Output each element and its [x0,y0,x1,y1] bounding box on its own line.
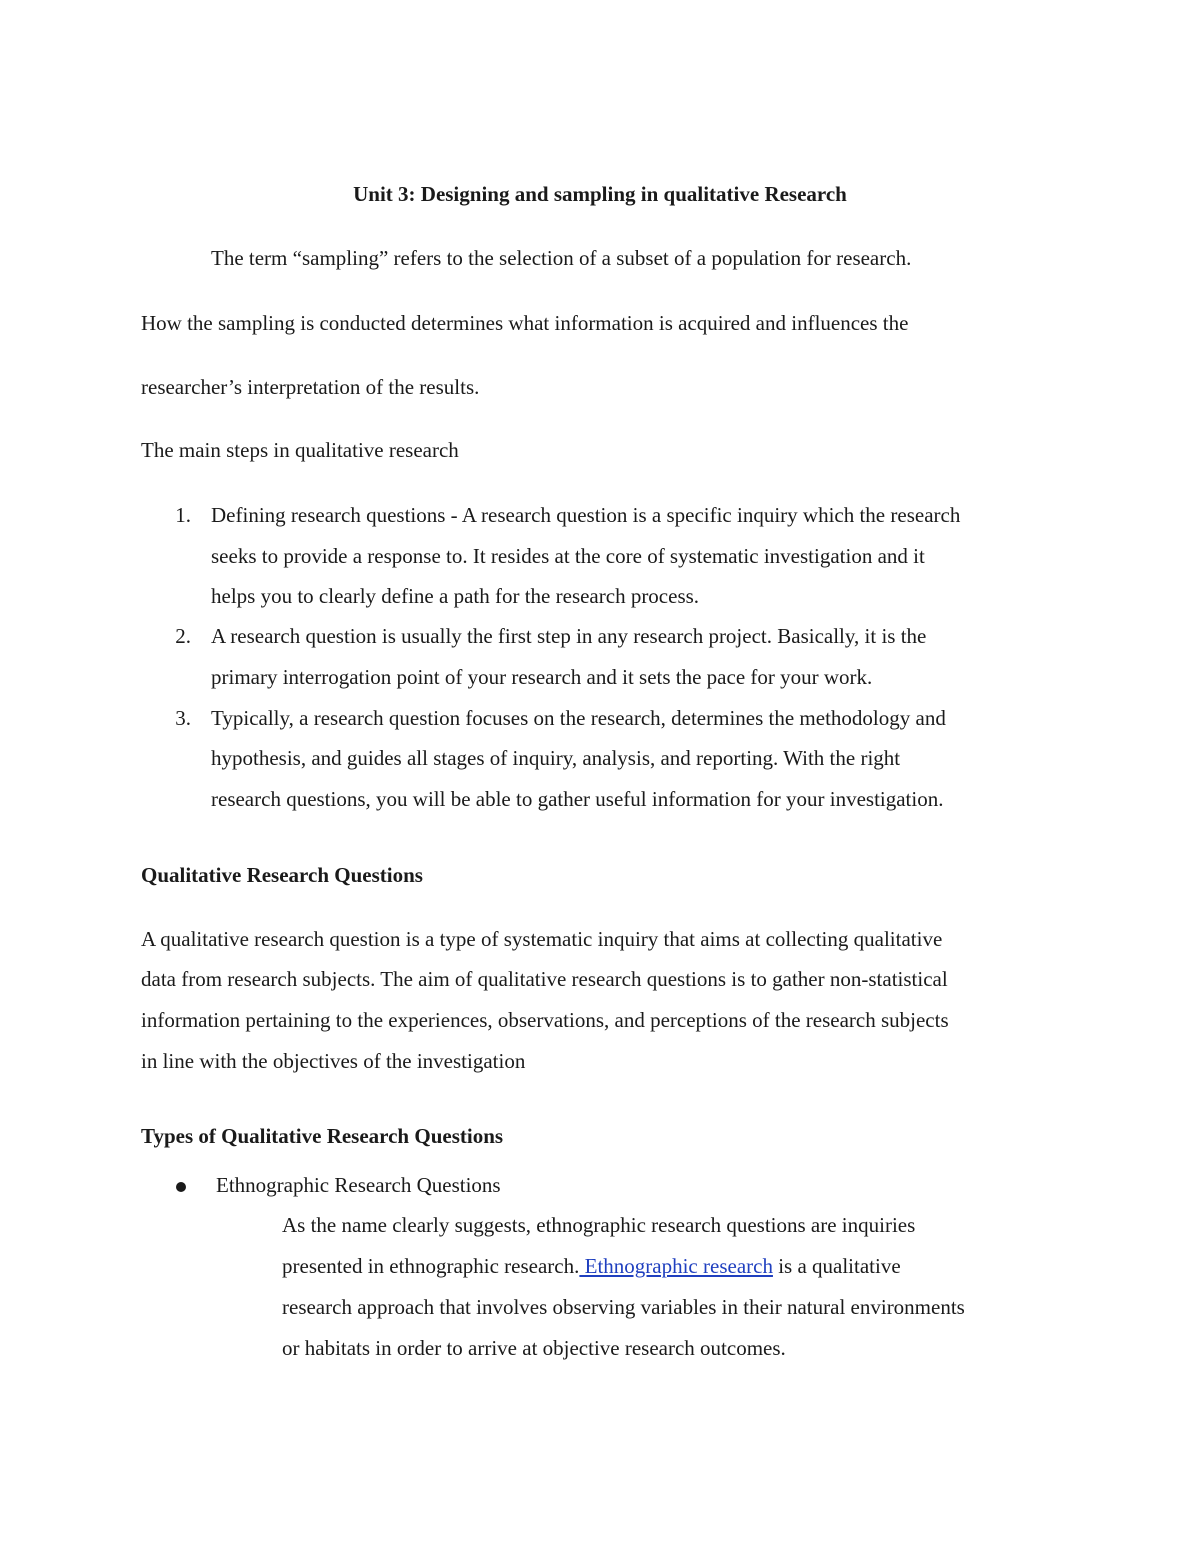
section-heading-types: Types of Qualitative Research Questions [141,1124,504,1148]
list-item-line: hypothesis, and guides all stages of inquiry, analysis, and reporting. With the right [211,746,901,770]
bullet-desc-line: or habitats in order to arrive at objective research outcomes. [282,1336,786,1360]
page-title: Unit 3: Designing and sampling in qualitative Research [353,182,847,206]
intro-line-1: The term “sampling” refers to the selection of a subset of a population for research. [211,246,912,270]
list-number: 1. [175,503,191,527]
list-item-line: A research question is usually the first step in any research project. Basically, it is the [211,624,927,648]
paragraph-line: data from research subjects. The aim of qualitative research questions is to gather non-statistical [141,967,948,991]
bullet-desc-line: research approach that involves observing variables in their natural environments [282,1295,965,1319]
steps-heading: The main steps in qualitative research [141,438,459,462]
bullet-icon [176,1182,186,1192]
ethnographic-research-link[interactable]: Ethnographic research [579,1254,773,1278]
intro-line-3: researcher’s interpretation of the results. [141,375,480,399]
list-item-line: research questions, you will be able to gather useful information for your investigation. [211,787,944,811]
bullet-desc-text: presented in ethnographic research. [282,1254,580,1278]
list-item-line: helps you to clearly define a path for the research process. [211,584,700,608]
list-number: 3. [175,706,191,730]
bullet-desc-text: is a qualitative [772,1254,901,1278]
paragraph-line: A qualitative research question is a type of systematic inquiry that aims at collecting qualitative [141,927,943,951]
paragraph-line: in line with the objectives of the investigation [141,1049,526,1073]
list-item-line: Typically, a research question focuses on the research, determines the methodology and [211,706,946,730]
section-heading-qualitative: Qualitative Research Questions [141,863,423,887]
bullet-desc-line: As the name clearly suggests, ethnographic research questions are inquiries [282,1213,916,1237]
bullet-item-label: Ethnographic Research Questions [216,1173,501,1197]
bullet-desc-line [282,1256,901,1277]
list-item-line: Defining research questions - A research question is a specific inquiry which the research [211,503,961,527]
intro-line-2: How the sampling is conducted determines what information is acquired and influences the [141,311,909,335]
list-item-line: seeks to provide a response to. It resides at the core of systematic investigation and it [211,544,925,568]
list-item-line: primary interrogation point of your research and it sets the pace for your work. [211,665,873,689]
list-number: 2. [175,624,191,648]
paragraph-line: information pertaining to the experiences, observations, and perceptions of the research subjects [141,1008,949,1032]
